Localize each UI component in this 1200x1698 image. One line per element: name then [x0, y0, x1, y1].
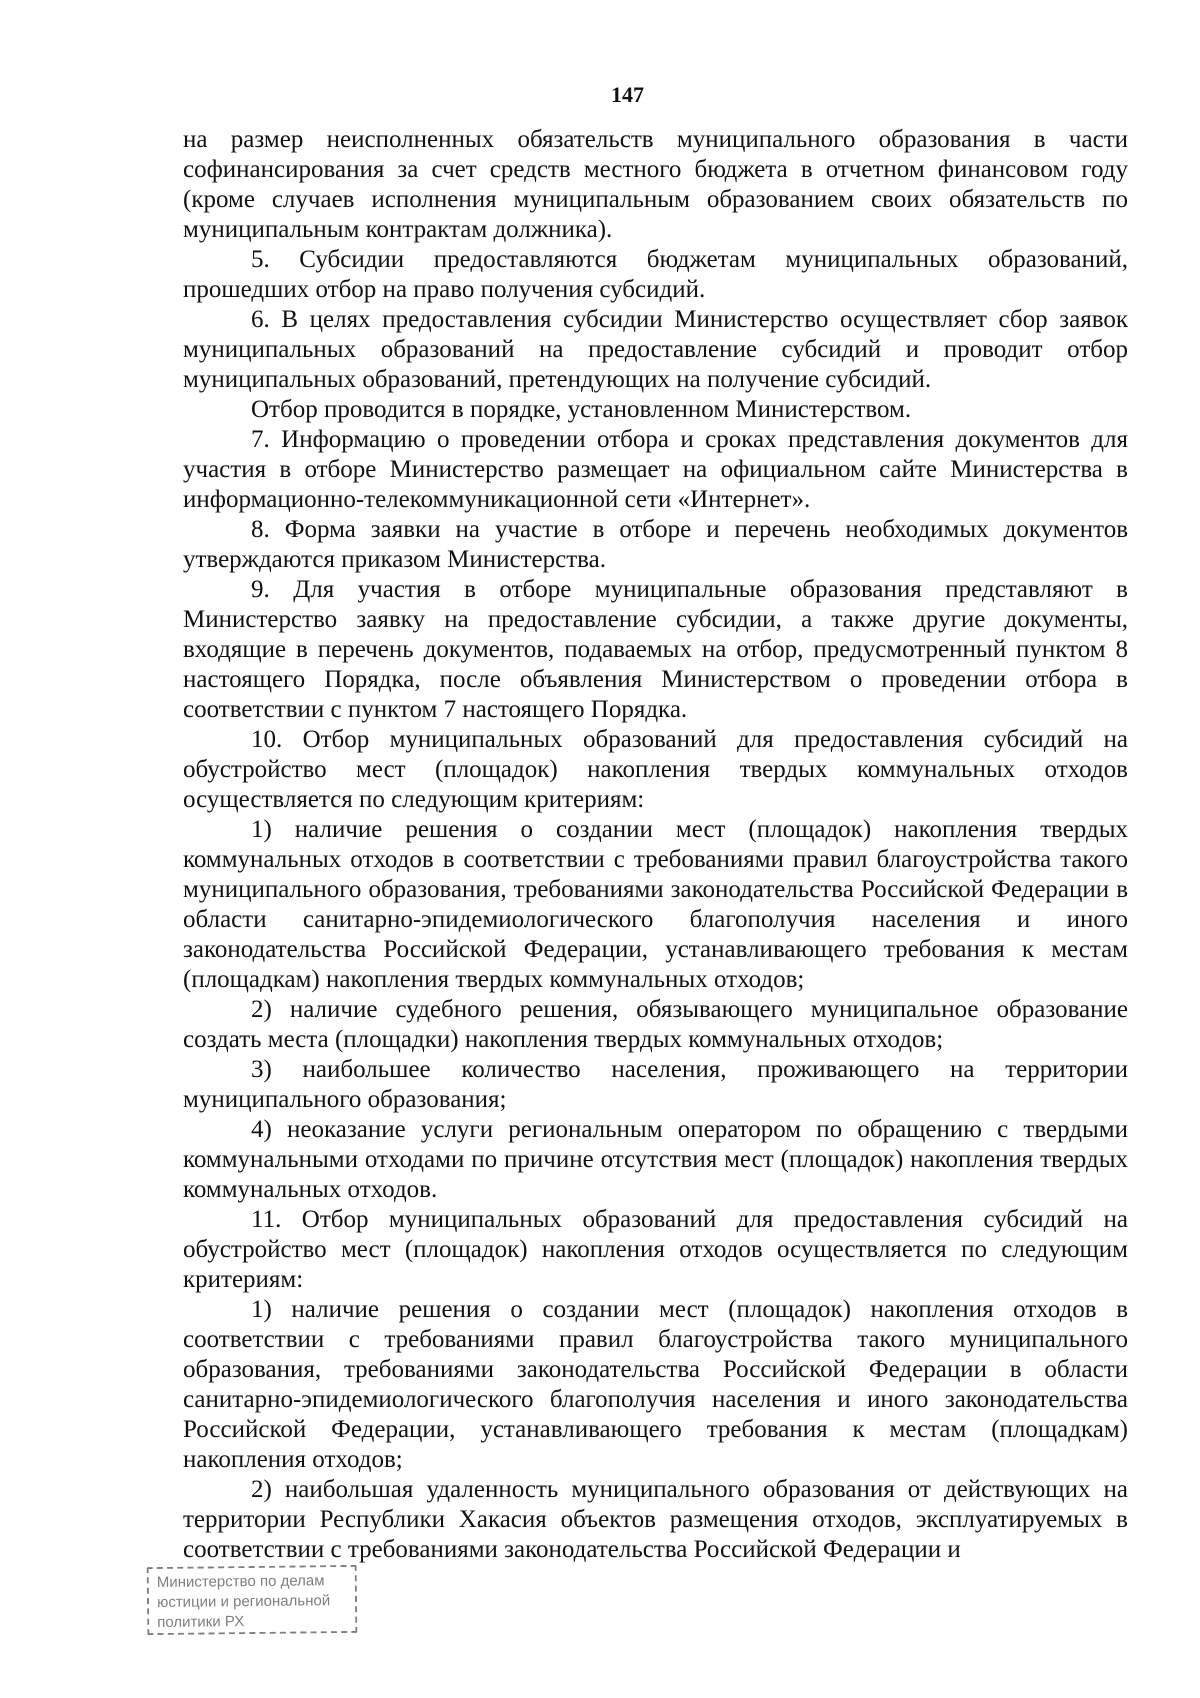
paragraph: 8. Форма заявки на участие в отборе и перечень необходимых документов утверждаются приказом Министерства.	[183, 516, 1128, 573]
paragraph: 7. Информацию о проведении отбора и сроках представления документов для участия в отборе Министерство размещает на официальном сайте Министерства в информационно-телекоммуникационной сети «Интернет».	[183, 426, 1128, 513]
paragraph: 2) наличие судебного решения, обязывающего муниципальное образование создать места (площадки) накопления твердых коммунальных отходов;	[183, 996, 1128, 1053]
paragraph: 5. Субсидии предоставляются бюджетам муниципальных образований, прошедших отбор на право получения субсидий.	[183, 246, 1128, 303]
stamp-line: Министерство по делам	[156, 1572, 325, 1591]
paragraph: Отбор проводится в порядке, установленном Министерством.	[251, 396, 912, 423]
stamp-line: политики РХ	[157, 1613, 245, 1631]
paragraph: 1) наличие решения о создании мест (площадок) накопления отходов в соответствии с требованиями правил благоустройства такого муниципального образования, требованиями законодательства Российской Федерации в области санитарно-эпидемиологического благополучия населения и иного законодательства Российской Федерации, устанавливающего требования к местам (площадкам) накопления отходов;	[183, 1296, 1128, 1473]
document-body	[183, 125, 1128, 1565]
paragraph: 11. Отбор муниципальных образований для предоставления субсидий на обустройство мест (площадок) накопления отходов осуществляется по следующим критериям:	[183, 1206, 1128, 1293]
paragraph: 1) наличие решения о создании мест (площадок) накопления твердых коммунальных отходов в соответствии с требованиями правил благоустройства такого муниципального образования, требованиями законодательства Российской Федерации в области санитарно-эпидемиологического благополучия населения и иного законодательства Российской Федерации, устанавливающего требования к местам (площадкам) накопления твердых коммунальных отходов;	[183, 816, 1128, 993]
registration-stamp	[147, 1565, 358, 1635]
paragraph: 2) наибольшая удаленность муниципального образования от действующих на территории Республики Хакасия объектов размещения отходов, эксплуатируемых в соответствии с требованиями законодательства Российской Федерации и	[183, 1476, 1128, 1563]
paragraph: 3) наибольшее количество населения, проживающего на территории муниципального образования;	[183, 1056, 1128, 1113]
paragraph: 10. Отбор муниципальных образований для предоставления субсидий на обустройство мест (площадок) накопления твердых коммунальных отходов осуществляется по следующим критериям:	[183, 726, 1128, 813]
paragraph: на размер неисполненных обязательств муниципального образования в части софинансирования за счет средств местного бюджета в отчетном финансовом году (кроме случаев исполнения муниципальным образованием своих обязательств по муниципальным контрактам должника).	[183, 126, 1128, 243]
paragraph: 9. Для участия в отборе муниципальные образования представляют в Министерство заявку на предоставление субсидии, а также другие документы, входящие в перечень документов, подаваемых на отбор, предусмотренный пунктом 8 настоящего Порядка, после объявления Министерством о проведении отбора в соответствии с пунктом 7 настоящего Порядка.	[183, 576, 1128, 723]
stamp-line: юстиции и региональной	[156, 1592, 331, 1611]
paragraph: 4) неоказание услуги региональным оператором по обращению с твердыми коммунальными отходами по причине отсутствия мест (площадок) накопления твердых коммунальных отходов.	[183, 1116, 1128, 1203]
page-number: 147	[611, 82, 644, 107]
paragraph: 6. В целях предоставления субсидии Министерство осуществляет сбор заявок муниципальных образований на предоставление субсидий и проводит отбор муниципальных образований, претендующих на получение субсидий.	[183, 306, 1128, 393]
